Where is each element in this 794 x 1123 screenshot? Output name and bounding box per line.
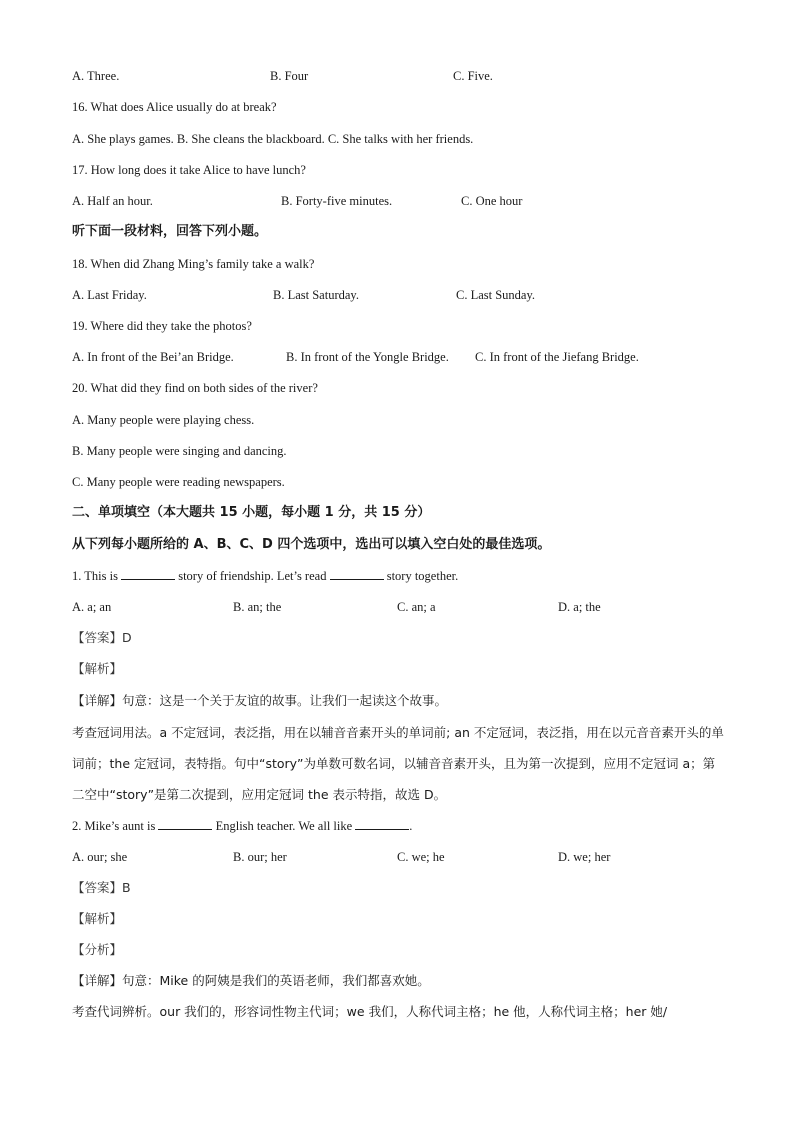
option-a: A. Half an hour. (72, 194, 153, 208)
option-b: B. In front of the Yongle Bridge. (286, 350, 449, 364)
q20-option-a: A. Many people were playing chess. (72, 413, 255, 427)
question-text: story together. (386, 569, 459, 583)
option-c: C. Five. (453, 69, 493, 83)
q16-question: 16. What does Alice usually do at break? (72, 100, 277, 114)
question-text: story of friendship. Let’s read (178, 569, 327, 583)
option-a: A. In front of the Bei’an Bridge. (72, 350, 234, 364)
option-a: A. Last Friday. (72, 288, 147, 302)
option-c: C. Last Sunday. (456, 288, 536, 302)
answer-blank (355, 818, 409, 830)
s2-fenxi-label: 【分析】 (72, 942, 123, 957)
s2-detail: 【详解】句意：Mike 的阿姨是我们的英语老师，我们都喜欢她。 (72, 973, 430, 988)
s1-answer: 【答案】D (72, 630, 132, 645)
q20-option-b: B. Many people were singing and dancing. (72, 444, 287, 458)
option-b: B. our; her (233, 850, 287, 864)
s1-analysis-label: 【解析】 (72, 661, 123, 676)
question-text: English teacher. We all like (215, 819, 353, 833)
option-a: A. Three. (72, 69, 120, 83)
option-b: B. Four (270, 69, 309, 83)
s1-explanation: 考查冠词用法。a 不定冠词，表泛指，用在以辅音音素开头的单词前; an 不定冠词，表泛指，用在以元音音素开头的单词前；the 定冠词，表特指。句中“story”为单数可数名词，以辅音音素开头，且为第一次提到，应用不定冠词 a；第二空中“story”是第二次提到，应用定冠词 the 表示特指，故选 D。 (72, 725, 724, 802)
s2-analysis-label: 【解析】 (72, 911, 123, 926)
option-d: D. a; the (558, 600, 601, 614)
s2-explanation: 考查代词辨析。our 我们的，形容词性物主代词；we 我们，人称代词主格；he 他，人称代词主格；her 她/ (72, 1004, 668, 1019)
q20-option-c: C. Many people were reading newspapers. (72, 475, 285, 489)
option-b: B. Forty-five minutes. (281, 194, 393, 208)
option-a: A. our; she (72, 850, 128, 864)
option-a: A. a; an (72, 600, 112, 614)
q17-question: 17. How long does it take Alice to have lunch? (72, 163, 306, 177)
answer-blank (330, 568, 384, 580)
option-c: C. an; a (397, 600, 436, 614)
q18-question: 18. When did Zhang Ming’s family take a walk? (72, 257, 315, 271)
option-c: C. In front of the Jiefang Bridge. (475, 350, 639, 364)
question-text: 1. This is (72, 569, 118, 583)
q16-options: A. She plays games. B. She cleans the blackboard. C. She talks with her friends. (72, 132, 474, 146)
section2-instruction: 从下列每小题所给的 A、B、C、D 四个选项中，选出可以填入空白处的最佳选项。 (72, 537, 551, 552)
option-d: D. we; her (558, 850, 611, 864)
s1-detail: 【详解】句意：这是一个关于友谊的故事。让我们一起读这个故事。 (72, 693, 448, 708)
q19-question: 19. Where did they take the photos? (72, 319, 252, 333)
section2-title: 二、单项填空（本大题共 15 小题，每小题 1 分，共 15 分） (72, 505, 431, 520)
option-c: C. One hour (461, 194, 523, 208)
answer-blank (158, 818, 212, 830)
option-c: C. we; he (397, 850, 445, 864)
s2-answer: 【答案】B (72, 880, 131, 895)
answer-blank (121, 568, 175, 580)
question-text: . (409, 819, 413, 833)
s1-question (72, 568, 458, 584)
question-text: 2. Mike’s aunt is (72, 819, 156, 833)
q20-question: 20. What did they find on both sides of the river? (72, 381, 318, 395)
option-b: B. Last Saturday. (273, 288, 359, 302)
listen-heading: 听下面一段材料，回答下列小题。 (72, 224, 268, 239)
s2-question (72, 818, 412, 834)
option-b: B. an; the (233, 600, 282, 614)
